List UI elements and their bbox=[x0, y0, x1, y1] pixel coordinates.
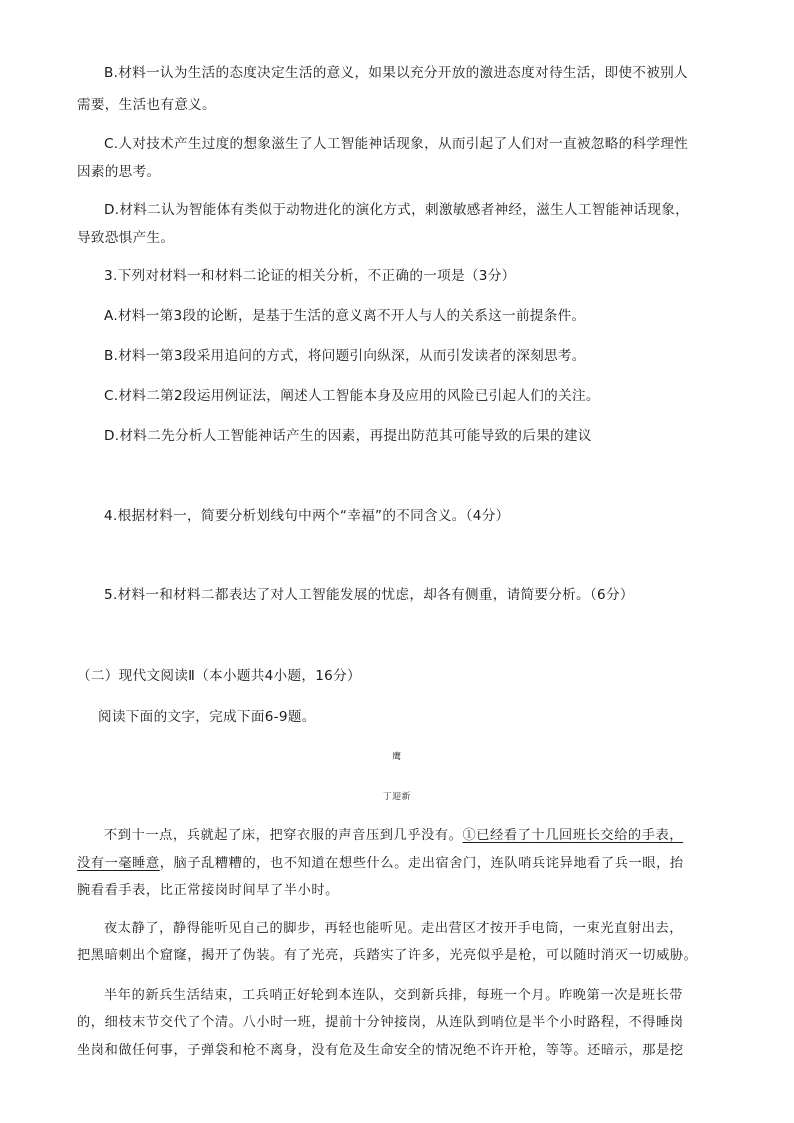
q3-option-a: A.材料一第3段的论断，是基于生活的意义离不开人与人的关系这一前提条件。 bbox=[104, 308, 586, 324]
story-p3-line3: 坐岗和做任何事，子弹袋和枪不离身，没有危及生命安全的情况绝不许开枪，等等。还暗示，那是挖 bbox=[77, 1043, 684, 1058]
section-heading: （二）现代文阅读Ⅱ（本小题共4小题，16分） bbox=[77, 668, 361, 684]
story-p1-line2 bbox=[77, 854, 684, 874]
q2-option-c-line2: 因素的思考。 bbox=[77, 164, 161, 180]
story-author: 丁迎新 bbox=[382, 792, 412, 802]
story-p3-line1: 半年的新兵生活结束，工兵哨正好轮到本连队，交到新兵排，每班一个月。昨晚第一次是班长带 bbox=[104, 988, 684, 1003]
reading-instruction: 阅读下面的文字，完成下面6-9题。 bbox=[98, 709, 316, 725]
story-p1-text: 不到十一点，兵就起了床，把穿衣服的声音压到几乎没有。 bbox=[104, 828, 463, 843]
story-p1-text: ，脑子乱糟糟的，也不知道在想些什么。走出宿舍门，连队哨兵诧异地看了兵一眼，抬 bbox=[159, 856, 684, 871]
q2-option-b-line2: 需要，生活也有意义。 bbox=[77, 97, 216, 113]
q4-stem: 4.根据材料一，简要分析划线句中两个“幸福”的不同含义。（4分） bbox=[104, 508, 510, 524]
q3-option-b: B.材料一第3段采用追问的方式，将问题引向纵深，从而引发读者的深刻思考。 bbox=[104, 348, 586, 364]
underlined-sentence-1: ①已经看了十几回班长交给的手表， bbox=[462, 828, 684, 843]
story-p2-line1: 夜太静了，静得能听见自己的脚步，再轻也能听见。走出营区才按开手电筒，一束光直射出去， bbox=[104, 921, 684, 936]
q2-option-b-line1: B.材料一认为生活的态度决定生活的意义，如果以充分开放的激进态度对待生活，即使不被别人 bbox=[104, 65, 688, 81]
story-p1-line3: 腕看看手表，比正常接岗时间早了半小时。 bbox=[77, 883, 339, 898]
q3-option-d: D.材料二先分析人工智能神话产生的因素，再提出防范其可能导致的后果的建议 bbox=[104, 428, 592, 444]
q3-stem: 3.下列对材料一和材料二论证的相关分析，不正确的一项是（3分） bbox=[104, 268, 516, 284]
story-title: 鹰 bbox=[392, 752, 402, 762]
story-p1-line1 bbox=[104, 826, 683, 846]
q2-option-d-line1: D.材料二认为智能体有类似于动物进化的演化方式，刺激敏感者神经，滋生人工智能神话现象， bbox=[104, 202, 690, 218]
story-p2-line2: 把黑暗刺出个窟窿，揭开了伪装。有了光亮，兵踏实了许多，光亮似乎是枪，可以随时消灭一切威胁。 bbox=[77, 948, 698, 963]
q3-option-c: C.材料二第2段运用例证法，阐述人工智能本身及应用的风险已引起人们的关注。 bbox=[104, 388, 600, 404]
underlined-sentence-1-cont: 没有一毫睡意 bbox=[77, 856, 160, 871]
q2-option-c-line1: C.人对技术产生过度的想象滋生了人工智能神话现象，从而引起了人们对一直被忽略的科学理性 bbox=[104, 136, 689, 152]
story-p3-line2: 的，细枝末节交代了个清。八小时一班，提前十分钟接岗，从连队到哨位是半个小时路程，不得睡岗 bbox=[77, 1015, 684, 1030]
q5-stem: 5.材料一和材料二都表达了对人工智能发展的忧虑，却各有侧重，请简要分析。（6分） bbox=[104, 587, 634, 603]
q2-option-d-line2: 导致恐惧产生。 bbox=[77, 230, 175, 246]
